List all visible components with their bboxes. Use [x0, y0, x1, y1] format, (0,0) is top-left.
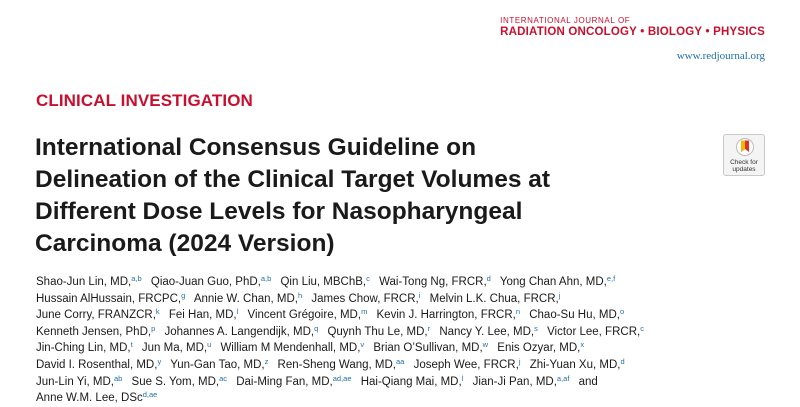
author: Qin Liu, MBChB,$^c$	[280, 274, 370, 288]
author-line	[36, 357, 776, 374]
author-line	[36, 324, 776, 341]
title-line: Delineation of the Clinical Target Volumes at	[35, 166, 551, 193]
journal-url-link[interactable]: www.redjournal.org	[676, 50, 765, 62]
affiliation-sup[interactable]: k	[155, 307, 160, 317]
affiliation-sup[interactable]: u	[207, 340, 212, 350]
affiliation-sup[interactable]: d,ae	[142, 390, 158, 400]
author: Annie W. Chan, MD,$^h$	[193, 290, 303, 305]
author: Shao-Jun Lin, MD,$^{a,b}$	[36, 274, 142, 288]
author: Dai-Ming Fan, MD,$^{ad,ae}$	[236, 373, 352, 388]
author: Anne W.M. Lee, DSc$^{d,ae}$	[36, 390, 158, 405]
author: Hussain AlHussain, FRCPC,$^g$	[36, 290, 186, 305]
section-label: CLINICAL INVESTIGATION	[36, 91, 253, 110]
affiliation-sup[interactable]: c	[366, 274, 370, 283]
affiliation-sup[interactable]: t	[130, 340, 133, 350]
author: Vincent Grégoire, MD,$^m$	[247, 307, 368, 322]
author: Hai-Qiang Mai, MD,$^l$	[360, 373, 464, 388]
author-conjunction: and	[578, 375, 598, 388]
check-updates-icon	[736, 138, 754, 158]
author: Yun-Gan Tao, MD,$^z$	[170, 356, 269, 371]
check-updates-line2: updates	[732, 166, 756, 173]
affiliation-sup[interactable]: a,b	[131, 274, 142, 283]
affiliation-sup[interactable]: e,f	[606, 274, 616, 283]
affiliation-sup[interactable]: d	[620, 356, 625, 366]
title-line: International Consensus Guideline on	[35, 134, 477, 161]
journal-name-line2: RADIATION ONCOLOGY • BIOLOGY • PHYSICS	[500, 26, 765, 38]
affiliation-sup[interactable]: a,b	[260, 274, 272, 283]
author: Quynh Thu Le, MD,$^r$	[327, 323, 431, 338]
affiliation-sup[interactable]: o	[619, 307, 625, 317]
affiliation-sup[interactable]: y	[157, 356, 162, 366]
affiliation-sup[interactable]: g	[181, 290, 186, 300]
affiliation-sup[interactable]: h	[298, 290, 303, 300]
author: June Corry, FRANZCR,$^k$	[36, 307, 160, 322]
author: Sue S. Yom, MD,$^{ac}$	[131, 373, 228, 388]
affiliation-sup[interactable]: p	[151, 323, 156, 333]
article-title	[35, 132, 675, 260]
affiliation-sup[interactable]: l	[236, 307, 239, 317]
affiliation-sup[interactable]: j	[518, 356, 521, 366]
author-line	[36, 274, 776, 291]
affiliation-sup[interactable]: z	[264, 356, 269, 366]
author: Kevin J. Harrington, FRCR,$^n$	[376, 307, 521, 322]
journal-masthead	[500, 16, 765, 62]
affiliation-sup[interactable]: ab	[113, 373, 123, 383]
affiliation-sup[interactable]: m	[361, 307, 368, 317]
author-line	[36, 307, 776, 324]
author: Yong Chan Ahn, MD,$^{e,f}$	[499, 274, 616, 288]
author-line	[36, 291, 776, 308]
affiliation-sup[interactable]: x	[580, 340, 585, 350]
journal-name-line1: INTERNATIONAL JOURNAL OF	[500, 16, 631, 25]
author: Joseph Wee, FRCR,$^j$	[413, 356, 521, 371]
author: Jian-Ji Pan, MD,$^{a,af}$	[472, 373, 570, 388]
title-line: Different Dose Levels for Nasopharyngeal	[35, 198, 523, 225]
affiliation-sup[interactable]: r	[427, 323, 431, 333]
author: William M Mendenhall, MD,$^v$	[220, 340, 365, 355]
author: Jun-Lin Yi, MD,$^{ab}$	[36, 373, 123, 388]
author: James Chow, FRCR,$^i$	[311, 290, 421, 305]
check-for-updates-button[interactable]	[723, 134, 765, 176]
check-updates-label	[724, 159, 764, 173]
author: Nancy Y. Lee, MD,$^s$	[439, 323, 538, 338]
affiliation-sup[interactable]: i	[418, 290, 421, 300]
affiliation-sup[interactable]: l	[461, 373, 464, 383]
check-updates-line1: Check for	[730, 159, 758, 166]
affiliation-sup[interactable]: j	[558, 290, 561, 300]
author: Brian O’Sullivan, MD,$^w$	[373, 340, 489, 355]
affiliation-sup[interactable]: a,af	[556, 373, 570, 383]
author: Victor Lee, FRCR,$^c$	[547, 323, 644, 338]
author: Jin-Ching Lin, MD,$^t$	[36, 340, 133, 355]
author: Enis Ozyar, MD,$^x$	[497, 340, 585, 355]
author: Qiao-Juan Guo, PhD,$^{a,b}$	[150, 274, 272, 288]
author: Ren-Sheng Wang, MD,$^{aa}$	[277, 356, 405, 371]
author-line	[36, 340, 776, 357]
affiliation-sup[interactable]: ad,ae	[332, 373, 352, 383]
affiliation-sup[interactable]: w	[482, 340, 489, 350]
author: Zhi-Yuan Xu, MD,$^d$	[529, 356, 625, 371]
affiliation-sup[interactable]: v	[360, 340, 365, 350]
affiliation-sup[interactable]: n	[515, 307, 521, 317]
author-list	[36, 274, 776, 407]
author: Fei Han, MD,$^l$	[168, 307, 239, 322]
author-line	[36, 374, 776, 391]
author: David I. Rosenthal, MD,$^y$	[36, 356, 162, 371]
affiliation-sup[interactable]: s	[534, 323, 538, 333]
author: Kenneth Jensen, PhD,$^p$	[36, 323, 156, 338]
affiliation-sup[interactable]: d	[486, 274, 491, 283]
author: Wai-Tong Ng, FRCR,$^d$	[379, 274, 491, 288]
affiliation-sup[interactable]: c	[640, 323, 644, 333]
author-line	[36, 390, 776, 407]
title-line: Carcinoma (2024 Version)	[35, 230, 335, 257]
affiliation-sup[interactable]: ac	[219, 373, 228, 383]
author: Chao-Su Hu, MD,$^o$	[529, 307, 625, 322]
author: Jun Ma, MD,$^u$	[141, 340, 212, 355]
affiliation-sup[interactable]: q	[314, 323, 319, 333]
author: Melvin L.K. Chua, FRCR,$^j$	[429, 290, 561, 305]
affiliation-sup[interactable]: aa	[396, 356, 405, 366]
author: Johannes A. Langendijk, MD,$^q$	[164, 323, 319, 338]
